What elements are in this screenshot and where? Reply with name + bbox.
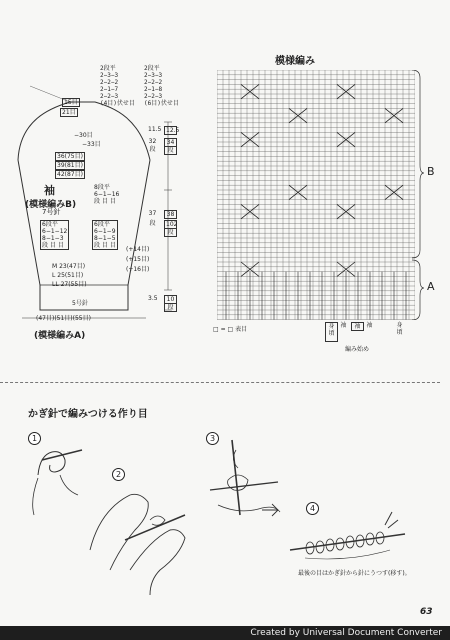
- inc-left-line: 8−1−3: [42, 235, 64, 242]
- height-label: 32: [148, 138, 157, 145]
- width-l: 39(81目): [57, 162, 83, 169]
- sleeve-title: 袖: [44, 184, 55, 197]
- bottom-pattern: (模様編みA): [34, 331, 86, 341]
- inc-left-line: 段 目 目: [42, 242, 64, 249]
- sleeve-pattern: (模様編みB): [25, 200, 77, 210]
- step-4-marker: 4: [306, 502, 319, 515]
- inc-left-line: 6−1−12: [42, 228, 68, 235]
- cap-decrease-right-notes: [144, 65, 179, 107]
- crochet-title: かぎ針で編みつける作り目: [28, 409, 148, 420]
- cuff-needle: 5号針: [72, 300, 88, 307]
- cap-dec-line: 2−3−3: [144, 72, 163, 79]
- inc-left-box: [40, 220, 69, 250]
- cap-dec-line: 2−1−8: [144, 86, 163, 93]
- inc-center-line: 8段平: [94, 184, 110, 191]
- inc-left-line: 6段平: [42, 221, 58, 228]
- cap-dec-line: 2−2−2: [100, 79, 119, 86]
- chart-title: 模様編み: [275, 56, 315, 67]
- cap-dec-line: 2−1−7: [100, 86, 119, 93]
- inc-right-line: 6−1−9: [94, 228, 116, 235]
- pattern-chart-section: [205, 50, 445, 370]
- height-label: 段: [149, 220, 156, 227]
- height-label: 38: [164, 210, 177, 219]
- cap-decrease-1: −30目: [74, 132, 93, 139]
- page-number: 63: [420, 607, 433, 617]
- step-1-marker: 1: [28, 432, 41, 445]
- col-label-body: 身頃: [396, 322, 403, 336]
- col-label-sleeve: 袖: [366, 322, 373, 329]
- size-m: M 23(47目): [52, 263, 86, 270]
- step-3-marker: 3: [206, 432, 219, 445]
- cap-dec-line: 2−3−3: [100, 72, 119, 79]
- crochet-note: 最後の目はかぎ針から針にうつす(移す)。: [298, 570, 411, 577]
- col-label-body: 身頃: [325, 322, 338, 342]
- cap-dec-line: 2−2−3: [144, 93, 163, 100]
- cap-dec-line: (6目)伏せ目: [144, 100, 179, 107]
- increase-l: (+15目): [126, 256, 150, 263]
- size-ll: LL 27(55目): [52, 281, 87, 288]
- sleeve-schematic: [0, 60, 205, 360]
- bottom-stitch-box: (47目)(51目)(55目): [36, 315, 91, 322]
- cap-decrease-left-notes: [100, 65, 135, 107]
- height-label: 37: [148, 210, 157, 217]
- inc-right-box: [92, 220, 118, 250]
- chart-brackets: [410, 70, 440, 320]
- height-label: 段: [149, 146, 156, 153]
- watermark-bar: Created by Universal Document Converter: [0, 626, 450, 640]
- cap-dec-line: 2−2−3: [100, 93, 119, 100]
- height-label: 34: [164, 138, 177, 147]
- chart-legend: □ = □ 表目: [213, 326, 248, 333]
- inc-center-line: 段 目 目: [94, 198, 116, 205]
- inc-right-line: 段 目 目: [94, 242, 116, 249]
- cap-decrease-2: −33目: [82, 141, 101, 148]
- height-label: 102: [166, 221, 178, 228]
- increase-m: (+14目): [126, 246, 150, 253]
- step-2-marker: 2: [112, 468, 125, 481]
- cap-dec-line: 2−2−2: [144, 79, 163, 86]
- section-divider: [0, 382, 440, 383]
- sleeve-needle: 7号針: [42, 208, 61, 216]
- crochet-illustrations: [0, 420, 440, 605]
- inc-right-line: 8−1−5: [94, 235, 116, 242]
- col-label-sleeve: 袖: [340, 322, 347, 329]
- size-l: L 25(51目): [52, 272, 84, 279]
- cap-dec-line: 2段平: [100, 65, 116, 72]
- increase-ll: (+16目): [126, 266, 150, 273]
- height-label: 3.5: [148, 295, 158, 302]
- inc-right-line: 6段平: [94, 221, 110, 228]
- width-ll: 42(87目): [57, 171, 83, 178]
- top-stitch-box: 15目: [64, 99, 78, 106]
- height-label: 11.5: [148, 126, 162, 133]
- height-label: 12.5: [166, 127, 180, 134]
- height-label: 段: [164, 303, 177, 312]
- top-stitch-box-2: 21目: [62, 109, 76, 116]
- inc-center: [94, 184, 119, 205]
- knit-start-label: 編み始め: [345, 346, 370, 353]
- col-label-sleeve: 袖: [351, 322, 364, 331]
- stitch-grid: [217, 70, 415, 320]
- section-b-label: B: [427, 165, 435, 178]
- cap-dec-line: 2段平: [144, 65, 160, 72]
- height-label: 10: [164, 295, 177, 304]
- height-label: 段: [164, 146, 177, 155]
- inc-center-line: 6−1−16: [94, 191, 120, 198]
- section-a-label: A: [427, 280, 435, 293]
- height-label: 段: [164, 228, 177, 237]
- width-m: 36(75目): [57, 153, 83, 160]
- cap-dec-line: (4目)伏せ目: [100, 100, 135, 107]
